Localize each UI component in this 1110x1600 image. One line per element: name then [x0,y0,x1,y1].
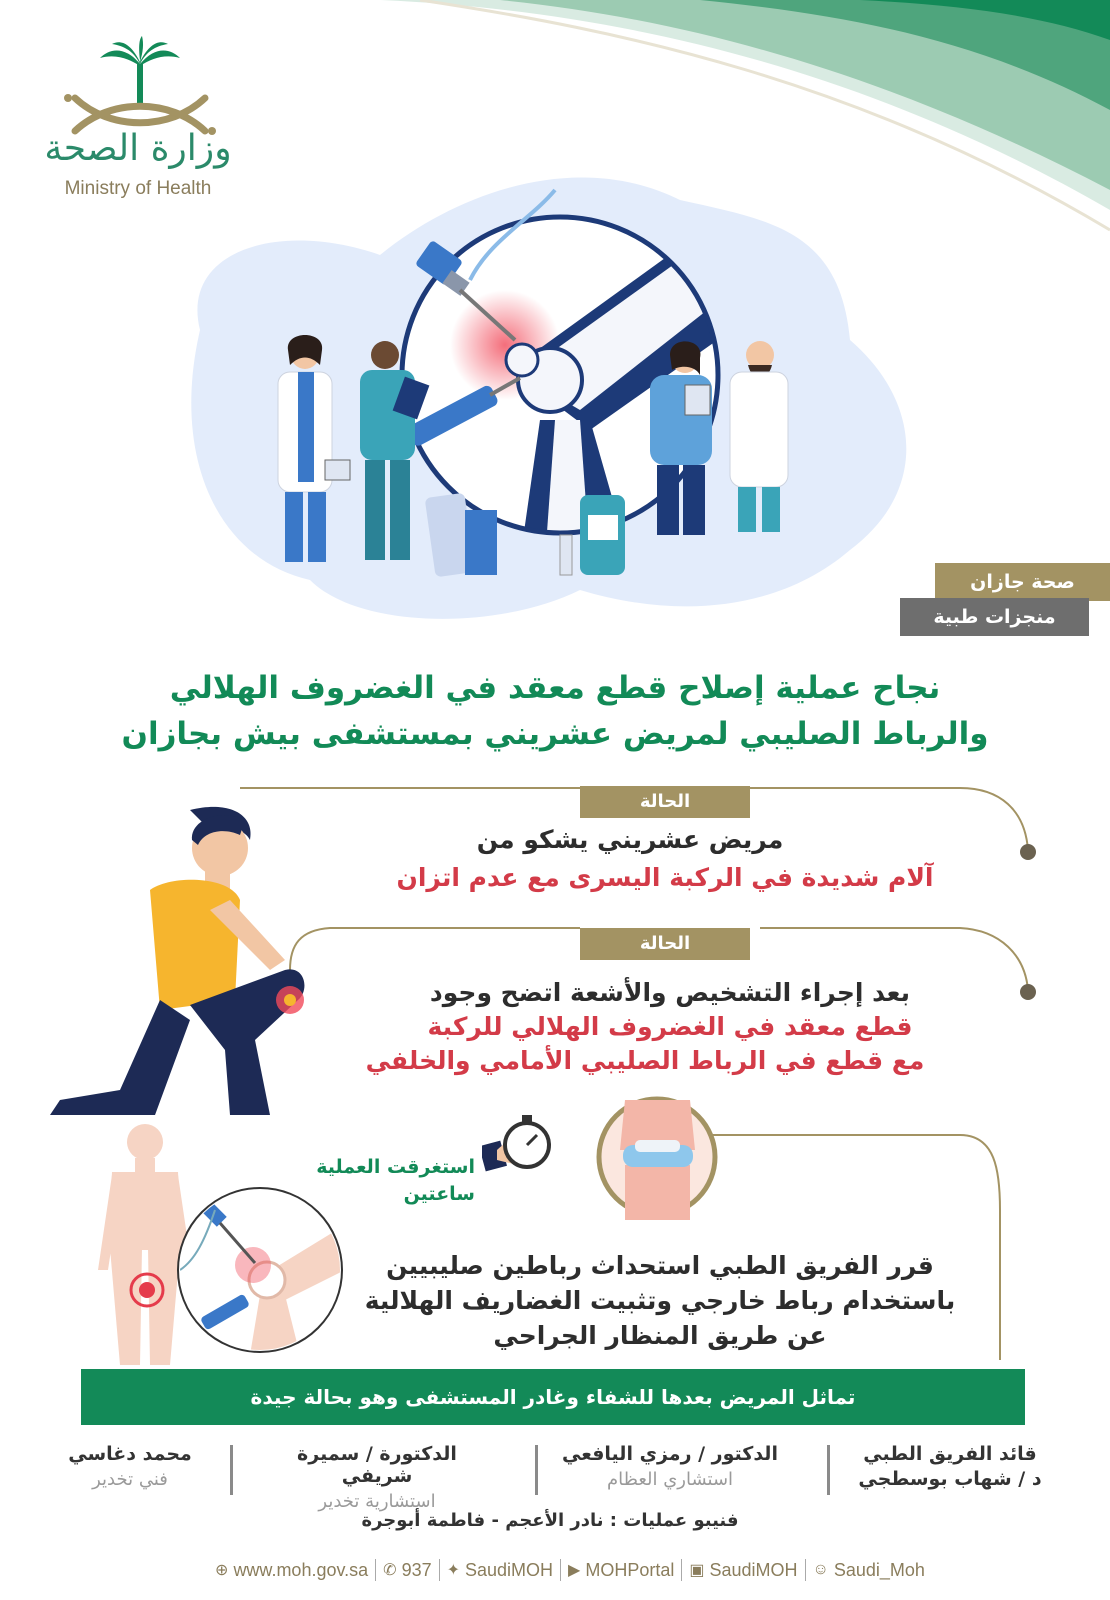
logo-english-text: Ministry of Health [64,178,212,199]
decision-line-2: باستخدام رباط خارجي وتثبيت الغضاريف الهلالية [364,1286,956,1315]
headline-line-2: والرباط الصليبي لمريض عشريني بمستشفى بيش بجازان [121,716,989,752]
team-member-1-name: قائد الفريق الطبي [863,1443,1037,1465]
region-tag: صحة جازان [935,563,1110,601]
knee-joint-illustration [595,1095,720,1220]
team-member-2-role: استشاري العظام [606,1469,734,1490]
footer-contacts [160,1553,980,1587]
case-1-label: الحالة [580,786,750,818]
footer-website[interactable]: ⊕ www.moh.gov.sa [215,1559,369,1580]
headline-line-1: نجاح عملية إصلاح قطع معقد في الغضروف الهلالي [169,670,941,706]
technicians-line: فنيبو عمليات : نادر الأعجم - فاطمة أبوجرة [361,1510,739,1531]
team-member-2 [555,1443,785,1490]
recovery-banner: تماثل المريض بعدها للشفاء وغادر المستشفى وهو بحالة جيدة [81,1369,1025,1425]
team-member-4 [15,1443,245,1490]
case-2-label: الحالة [580,928,750,960]
footer-snapchat[interactable]: ☺ Saudi_Moh [812,1559,925,1580]
footer-youtube[interactable]: ▶ MOHPortal [568,1559,675,1580]
case-1-line-2: آلام شديدة في الركبة اليسرى مع عدم اتزان [396,863,934,892]
stopwatch-icon [482,1105,567,1185]
team-separator [535,1445,538,1495]
team-member-4-role: فني تخدير [92,1469,168,1490]
footer-facebook[interactable]: ▣ SaudiMOH [689,1559,798,1580]
category-tag: منجزات طبية [900,598,1089,636]
team-member-2-name: الدكتور / رمزي اليافعي [562,1443,778,1465]
snapchat-icon: ☺ [812,1561,829,1578]
arthroscopy-illustration [175,1185,345,1355]
team-member-4-name: محمد دغاسي [68,1443,192,1465]
twitter-icon: ✦ [446,1562,461,1579]
decision-line-3: عن طريق المنظار الجراحي [493,1321,827,1350]
duration-line-1: استغرقت العملية [316,1156,475,1178]
logo-arabic-text: وزارة الصحة [44,128,232,169]
youtube-icon: ▶ [568,1562,581,1579]
team-member-3 [262,1443,492,1512]
decision-text [330,1248,990,1353]
team-separator [827,1445,830,1495]
team-member-1 [835,1443,1065,1490]
team-member-1-role: د / شهاب بوسطجي [858,1468,1042,1490]
team-member-3-name: الدكتورة / سميرة شريفي [297,1443,457,1487]
case-1-line-1: مريض عشريني يشكو من [476,825,784,854]
phone-icon: ✆ [383,1562,397,1579]
team-member-3-role: استشارية تخدير [318,1491,436,1512]
case-2-line-3: مع قطع في الرباط الصليبي الأمامي والخلفي [365,1046,925,1075]
facebook-icon: ▣ [689,1562,705,1579]
footer-phone[interactable]: ✆ 937 [383,1559,432,1580]
globe-icon: ⊕ [215,1562,229,1579]
case-2-line-1: بعد إجراء التشخيص والأشعة اتضح وجود [429,978,911,1007]
decision-line-1: قرر الفريق الطبي استحداث رباطين صليبيين [386,1251,934,1280]
case-2-line-2: قطع معقد في الغضروف الهلالي للركبة [427,1012,913,1041]
duration-line-2: ساعتين [403,1183,475,1205]
footer-twitter[interactable]: ✦ SaudiMOH [446,1559,554,1580]
hero-surgery-illustration [160,160,950,630]
kneeling-patient-illustration [40,800,330,1120]
headline [30,665,1080,757]
